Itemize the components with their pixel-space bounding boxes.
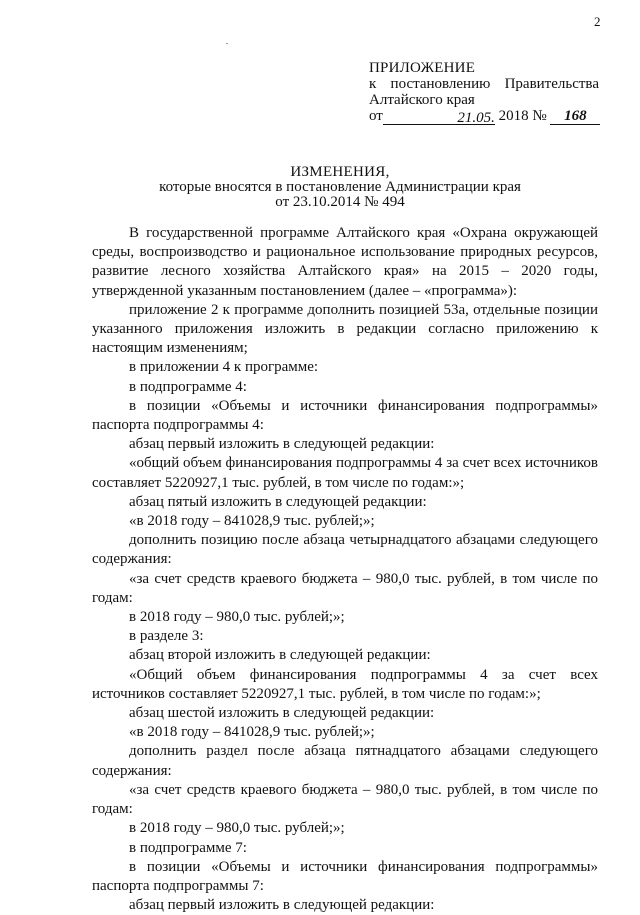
scan-speck [226, 43, 228, 44]
document-subtitle: которые вносятся в постановление Администрации края [159, 179, 521, 195]
paragraph-item: «в 2018 году – 841028,9 тыс. рублей;»; [129, 513, 375, 530]
stamp-title: ПРИЛОЖЕНИЕ [369, 60, 476, 76]
document-title: ИЗМЕНЕНИЯ, [290, 164, 390, 180]
document-subtitle-date: от 23.10.2014 № 494 [275, 194, 405, 210]
paragraph-item: абзац первый изложить в следующей редакции: [129, 436, 435, 453]
stamp-date-value: 21.05. [457, 110, 495, 126]
page-number: 2 [594, 14, 601, 29]
appendix-stamp [369, 60, 609, 125]
paragraph-item: «Общий объем финансирования подпрограммы 4 за счет всех источников составляет 5220927,1 тыс. рублей, в том числе по годам:»; [92, 666, 598, 702]
stamp-prefix: к [369, 76, 377, 92]
paragraph-item: приложение 2 к программе дополнить позицией 53а, отдельные позиции указанного приложения изложить в редакции согласно приложению к настоящим изменениям; [92, 301, 598, 357]
paragraph-item: абзац второй изложить в следующей редакции: [129, 647, 431, 664]
paragraph-item: в позиции «Объемы и источники финансирования подпрограммы» паспорта подпрограммы 7: [92, 858, 598, 894]
stamp-decree-word: постановлению [390, 76, 491, 92]
stamp-government-word: Правительства [504, 76, 599, 92]
paragraph-item: «за счет средств краевого бюджета – 980,0 тыс. рублей, в том числе по годам: [92, 570, 598, 606]
paragraph-item: в разделе 3: [129, 628, 204, 645]
stamp-reference-line [369, 76, 599, 92]
paragraph-item: в 2018 году – 980,0 тыс. рублей;»; [129, 820, 345, 837]
paragraph-item: абзац пятый изложить в следующей редакции: [129, 493, 427, 510]
paragraph-intro: В государственной программе Алтайского края «Охрана окружающей среды, воспроизводство и рациональное использование природных ресурсов, развитие лесного хозяйства Алтайского края» на 2015 – 2020 годы, утвержденной указанным постановлением (далее – «программа»): [92, 225, 598, 299]
document-header [110, 165, 570, 210]
document-body [92, 224, 598, 915]
stamp-doc-number: 168 [550, 108, 600, 125]
stamp-date-line [369, 108, 601, 125]
paragraph-item: дополнить раздел после абзаца пятнадцатого абзацами следующего содержания: [92, 743, 598, 779]
stamp-date-year: 2018 № [498, 108, 547, 124]
paragraph-item: в приложении 4 к программе: [129, 359, 319, 376]
paragraph-item: в 2018 году – 980,0 тыс. рублей;»; [129, 609, 345, 626]
paragraph-item: «общий объем финансирования подпрограммы 4 за счет всех источников составляет 5220927,1 тыс. рублей, в том числе по годам:»; [92, 455, 598, 491]
paragraph-item: в подпрограмме 4: [129, 378, 247, 395]
stamp-region: Алтайского края [369, 92, 475, 108]
stamp-date-field [383, 112, 495, 125]
paragraph-item: в подпрограмме 7: [129, 839, 247, 856]
stamp-date-prefix: от [369, 108, 383, 124]
paragraph-item: абзац первый изложить в следующей редакции: [129, 897, 435, 914]
paragraph-item: дополнить позицию после абзаца четырнадцатого абзацами следующего содержания: [92, 532, 598, 568]
paragraph-item: «в 2018 году – 841028,9 тыс. рублей;»; [129, 724, 375, 741]
paragraph-item: в позиции «Объемы и источники финансирования подпрограммы» паспорта подпрограммы 4: [92, 397, 598, 434]
paragraph-item: «за счет средств краевого бюджета – 980,0 тыс. рублей, в том числе по годам: [92, 781, 598, 818]
paragraph-item: абзац шестой изложить в следующей редакции: [129, 705, 435, 722]
